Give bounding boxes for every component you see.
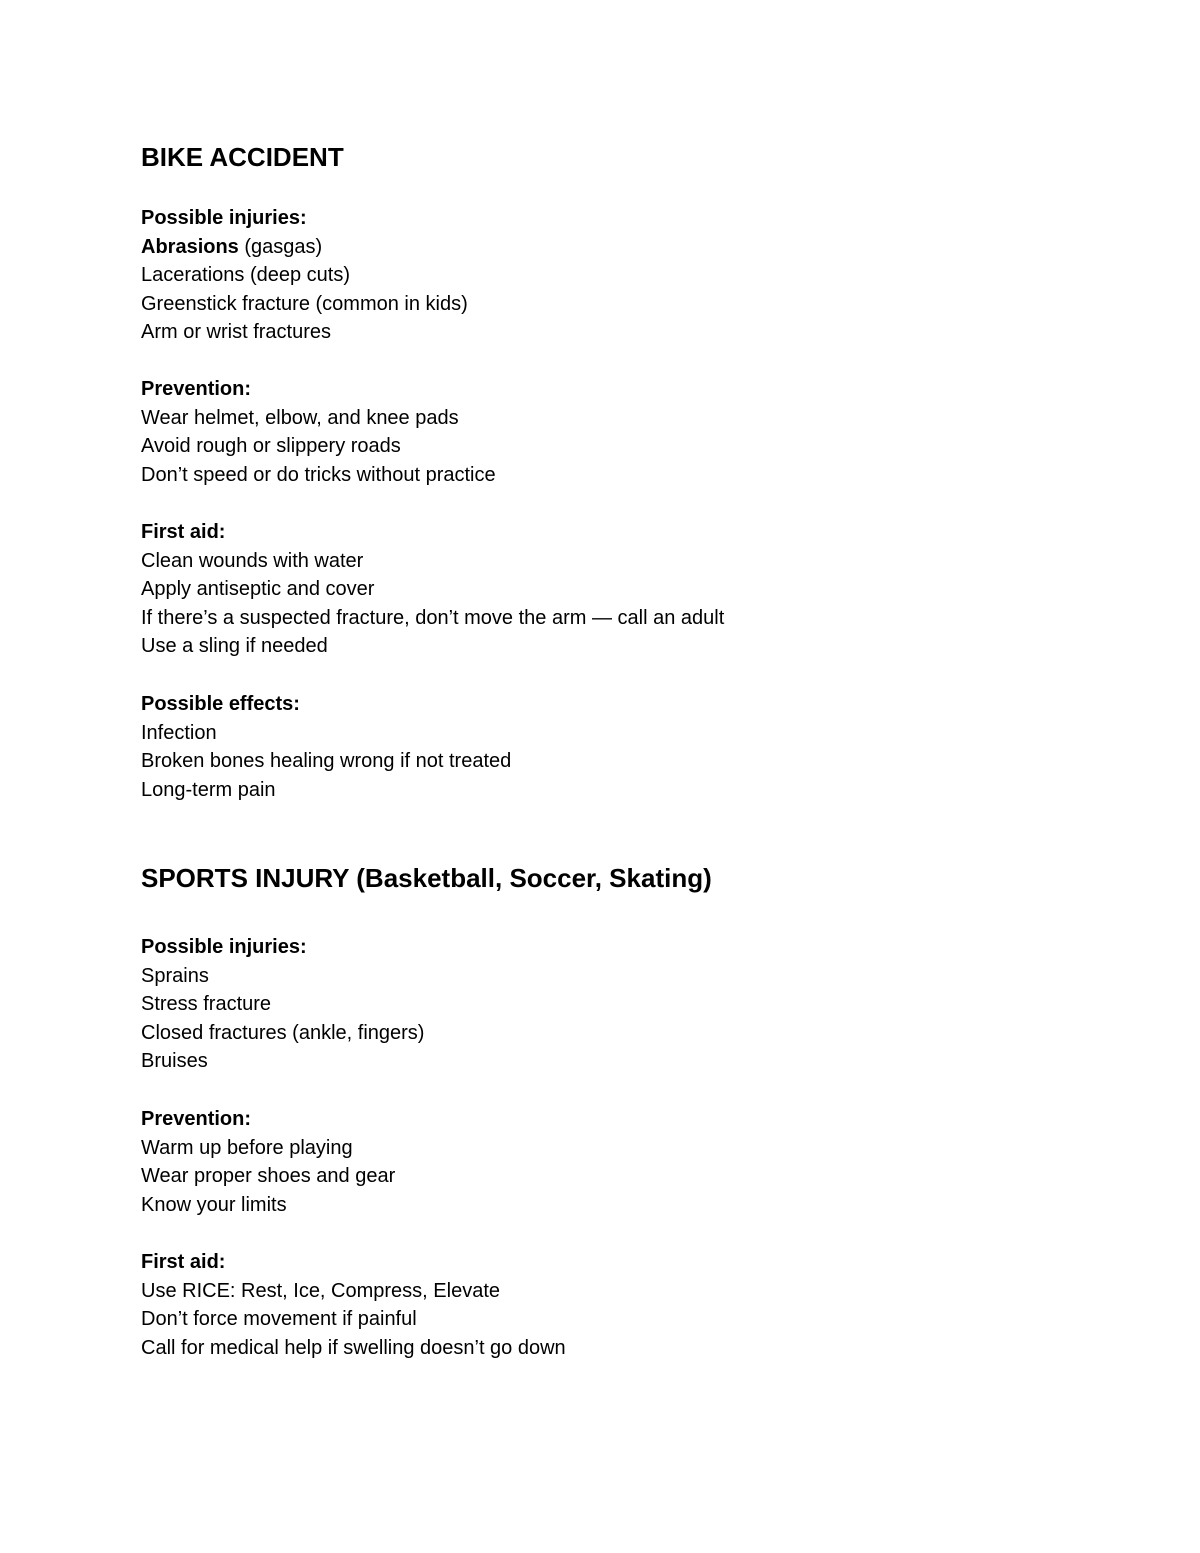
bike-first-aid-item: Use a sling if needed xyxy=(141,635,328,657)
sports-injuries-block xyxy=(141,933,424,1076)
section-title-bike-accident: BIKE ACCIDENT xyxy=(141,142,344,172)
sports-injury-item: Sprains xyxy=(141,964,209,987)
bike-effects-heading: Possible effects: xyxy=(141,693,300,715)
sports-prevention-item: Warm up before playing xyxy=(141,1136,353,1159)
sports-first-aid-heading: First aid: xyxy=(141,1251,226,1273)
sports-first-aid-item: Don’t force movement if painful xyxy=(141,1308,417,1330)
sports-first-aid-block xyxy=(141,1248,566,1362)
bike-effects-block xyxy=(141,690,511,804)
bike-effect-item: Long-term pain xyxy=(141,778,276,801)
bike-prevention-item: Wear helmet, elbow, and knee pads xyxy=(141,406,459,429)
bike-prevention-item: Don’t speed or do tricks without practice xyxy=(141,463,496,486)
sports-injury-item: Stress fracture xyxy=(141,993,272,1015)
sports-prevention-item: Know your limits xyxy=(141,1193,287,1216)
bike-first-aid-item: If there’s a suspected fracture, don’t move the arm — call an adult xyxy=(141,606,725,629)
bike-first-aid-heading: First aid: xyxy=(141,521,226,543)
bike-injury-item: Lacerations (deep cuts) xyxy=(141,264,351,286)
bike-injuries-heading: Possible injuries: xyxy=(141,207,307,229)
section-title-sports-injury: SPORTS INJURY (Basketball, Soccer, Skating) xyxy=(141,863,712,893)
bike-injury-bold-term: Abrasions xyxy=(141,235,239,258)
sports-injuries-heading: Possible injuries: xyxy=(141,936,307,958)
sports-first-aid-item: Use RICE: Rest, Ice, Compress, Elevate xyxy=(141,1279,501,1302)
bike-prevention-block xyxy=(141,375,496,489)
sports-prevention-item: Wear proper shoes and gear xyxy=(141,1165,396,1187)
bike-injury-item: Arm or wrist fractures xyxy=(141,321,332,343)
bike-first-aid-item: Clean wounds with water xyxy=(141,549,364,572)
bike-injuries-block xyxy=(141,204,468,347)
sports-injury-item: Closed fractures (ankle, fingers) xyxy=(141,1021,425,1044)
sports-prevention-block xyxy=(141,1105,395,1219)
bike-first-aid-item: Apply antiseptic and cover xyxy=(141,578,375,600)
bike-effect-item: Infection xyxy=(141,721,217,744)
bike-first-aid-block xyxy=(141,518,724,661)
sports-first-aid-item: Call for medical help if swelling doesn’t go down xyxy=(141,1336,566,1359)
bike-effect-item: Broken bones healing wrong if not treated xyxy=(141,750,512,772)
bike-injury-item: Greenstick fracture (common in kids) xyxy=(141,292,468,315)
bike-prevention-item: Avoid rough or slippery roads xyxy=(141,435,401,457)
bike-prevention-heading: Prevention: xyxy=(141,378,252,400)
sports-prevention-heading: Prevention: xyxy=(141,1108,252,1130)
sports-injury-item: Bruises xyxy=(141,1050,208,1072)
bike-injury-note: (gasgas) xyxy=(238,235,323,258)
bike-injury-item xyxy=(141,233,468,262)
